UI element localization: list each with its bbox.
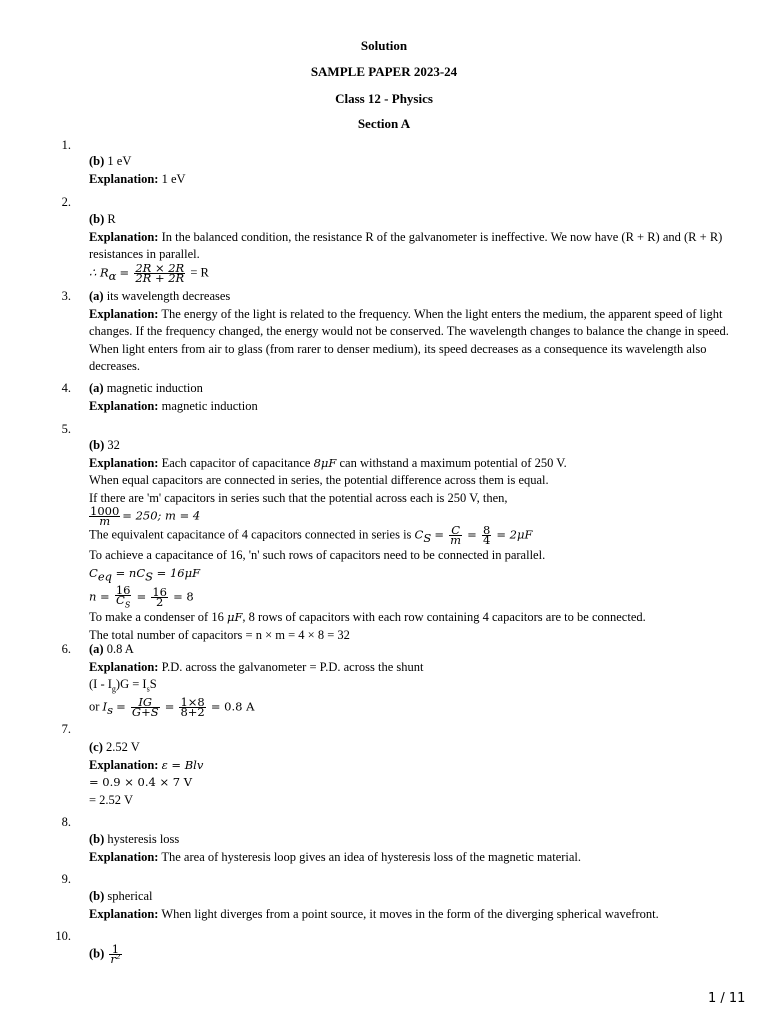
explanation-label: Explanation:: [89, 757, 159, 772]
explanation-label: Explanation:: [89, 906, 159, 921]
answer-option: (a): [89, 289, 104, 303]
answer-option: (b): [89, 946, 105, 961]
class-title: Class 12 - Physics: [335, 91, 433, 106]
explanation-text: P.D. across the galvanometer = P.D. across the shunt: [161, 659, 424, 674]
answer-option: (b): [89, 438, 105, 452]
explanation-text: ε = Blv: [161, 757, 204, 772]
formula: $(I - I_g)G = I_sS$: [89, 677, 157, 694]
explanation-label: Explanation:: [89, 306, 159, 321]
formula: = 2.52 V: [89, 792, 133, 807]
question-number: 4.: [61, 381, 71, 395]
formula: = 0.9 × 0.4 × 7 V: [89, 775, 193, 789]
question-number: 10.: [55, 929, 71, 943]
question-number: 7.: [61, 722, 71, 736]
explanation-label: Explanation:: [89, 171, 159, 186]
explanation-text: Each capacitor of capacitance: [161, 455, 311, 470]
explanation-label: Explanation:: [89, 398, 159, 413]
question-number: 1.: [61, 138, 71, 152]
answer-option: (b): [89, 154, 105, 168]
answer-text: 1 eV: [107, 154, 132, 168]
answer-text: 32: [107, 438, 120, 452]
answer-option: (c): [89, 740, 103, 754]
answer-text: magnetic induction: [106, 381, 203, 395]
answer-text: 2.52 V: [106, 740, 140, 754]
section-title: Section A: [357, 116, 411, 131]
paper-title: SAMPLE PAPER 2023-24: [310, 64, 458, 79]
explanation-label: Explanation:: [89, 229, 159, 244]
question-number: 3.: [61, 289, 71, 303]
formula: ∴ $R_\alpha$ = $\frac{2R \times 2R}{2R + 2R}$ = R: [89, 260, 209, 285]
formula: The equivalent capacitance of 4 capacitors connected in series is $C_S$ = $\frac{C}{m}$ = $\frac{8}{4}$ = 2μF: [89, 523, 533, 547]
question-number: 8.: [61, 815, 71, 829]
explanation-text: When light diverges from a point source, it moves in the form of the diverging spherical wavefront.: [161, 906, 659, 921]
answer-text: its wavelength decreases: [106, 289, 231, 303]
explanation-label: Explanation:: [89, 659, 159, 674]
answer-option: (b): [89, 212, 105, 226]
explanation-text: The area of hysteresis loop gives an idea of hysteresis loss of the magnetic material.: [161, 849, 582, 864]
explanation-line: To make a condenser of 16 μF, 8 rows of capacitors with each row containing 4 capacitors are to be connected.: [89, 610, 646, 625]
answer-option: (b): [89, 889, 105, 903]
explanation-text: magnetic induction: [161, 398, 258, 413]
explanation-line: If there are 'm' capacitors in series such that the potential across each is 250 V, then,: [89, 490, 508, 505]
formula: n = $\frac{16}{C_S}$ = $\frac{16}{2}$ = 8: [89, 582, 194, 610]
page-indicator: 1 / 11: [708, 991, 746, 1006]
explanation-line: When equal capacitors are connected in series, the potential difference across them is equal.: [89, 473, 549, 487]
question-number: 9.: [61, 872, 71, 886]
formula: or $I_s$ = $\frac{IG}{G+S}$ = $\frac{1\times 8}{8+2}$ = 0.8 A: [89, 695, 255, 719]
answer-text: hysteresis loss: [107, 832, 180, 846]
explanation-label: Explanation:: [89, 455, 159, 470]
document-title: Solution: [360, 38, 408, 53]
question-number: 2.: [61, 195, 71, 209]
answer-option: (b): [89, 832, 105, 846]
question-number: 5.: [61, 422, 71, 436]
explanation-text: 1 eV: [161, 171, 186, 186]
answer-option: (a): [89, 381, 104, 395]
answer-text: spherical: [107, 889, 153, 903]
explanation-text: In the balanced condition, the resistance R of the galvanometer is ineffective. We now have (R + R) and (R + R) resistances in parallel.: [89, 229, 723, 261]
question-number: 6.: [61, 642, 71, 656]
explanation-line: To achieve a capacitance of 16, 'n' such rows of capacitors need to be connected in parallel.: [89, 548, 546, 563]
answer-option: (a): [89, 642, 104, 656]
explanation-label: Explanation:: [89, 849, 159, 864]
explanation-line: The total number of capacitors = n × m = 4 × 8 = 32: [89, 627, 350, 642]
answer-text: R: [107, 212, 116, 226]
formula: $\frac{1000}{m}$ = 250; m = 4: [90, 504, 201, 528]
answer-text: 0.8 A: [106, 642, 134, 656]
formula: $C_{eq} = nC_S = 16\mu F$: [89, 565, 201, 584]
explanation-text: The energy of the light is related to the frequency. When the light enters the medium, the apparent speed of light changes. If the frequency changed, the energy would not be conserved. The wavelength changes to balance the change in speed. When light enters from air to glass (from rarer to denser medium), its speed decreases as a consequence its wavelength also decreases.: [89, 306, 729, 373]
